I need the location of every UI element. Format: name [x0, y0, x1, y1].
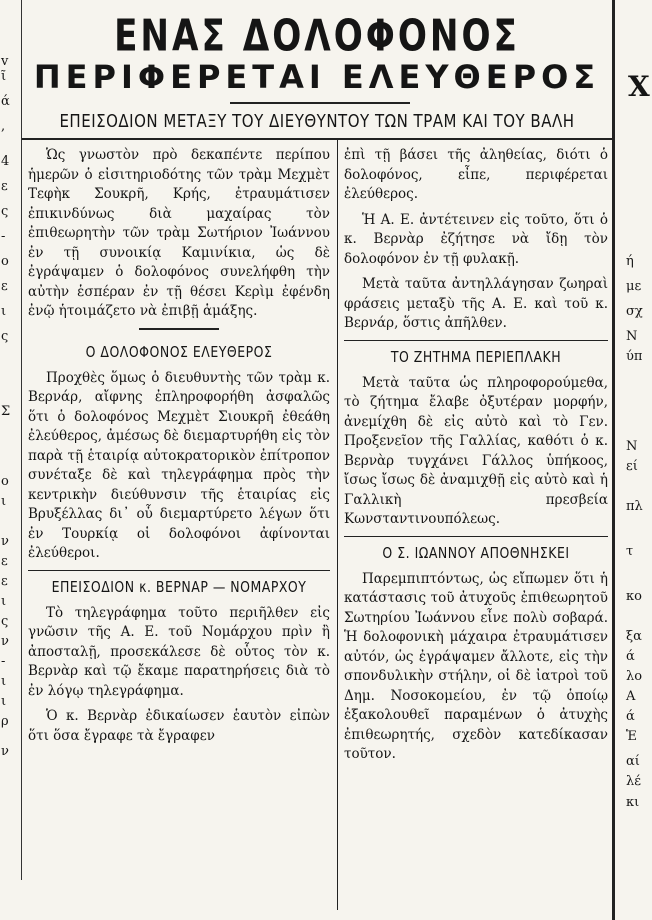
right-margin-glyph: Ἑ	[626, 729, 637, 744]
right-margin-glyph: ά	[626, 709, 635, 724]
right-margin-glyph: Α	[626, 689, 636, 704]
right-margin-glyph: πλ	[626, 499, 643, 514]
right-margin-glyph: λέ	[626, 774, 641, 789]
headline-subtitle: ΕΠΕΙΣΟΔΙΟΝ ΜΕΤΑΞΥ ΤΟΥ ΔΙΕΥΘΥΝΤΟΥ ΤΩΝ ΤΡΑΜ ΚΑΙ ΤΟΥ ΒΑΛΗ	[59, 110, 575, 132]
section-title-issue-complicated: ΤΟ ΖΗΤΗΜΑ ΠΕΡΙΕΠΛΑΚΗ	[390, 347, 562, 365]
left-margin-glyph: ο	[1, 474, 9, 489]
continuation-paragraph-1: ἐπὶ τῇ βάσει τῆς ἀληθείας, διότι ὁ δολοφόνος, εἶπε, περιφέρεται ἐλεύθερος.	[344, 147, 608, 202]
left-margin-glyph: ,	[1, 119, 6, 134]
right-margin-glyph: ξα	[626, 629, 642, 644]
section-vernar-prefect-text-2: Ὁ κ. Βερνὰρ ἐδικαίωσεν ἑαυτὸν εἰπὼν ὅτι ὅσα ἔγραφε τὰ ἔγραφεν	[28, 708, 330, 744]
continuation-paragraph-2: Ἡ Α. Ε. ἀντέτεινεν εἰς τοῦτο, ὅτι ὁ κ. Βερνὰρ ἐζήτησε νὰ ἴδῃ τὸν δολοφόνον ἐν τῇ φυλακῇ.	[344, 211, 608, 267]
left-margin-glyph: ῖ	[1, 69, 7, 84]
section-rule	[139, 328, 219, 330]
right-column	[344, 146, 608, 771]
left-margin-glyph: ι	[1, 304, 7, 319]
left-margin-glyph: ι	[1, 674, 7, 689]
left-margin-glyph: ο	[1, 254, 9, 269]
right-margin-glyph: κο	[626, 589, 642, 604]
headline-bottom-rule	[22, 138, 612, 140]
section-rule	[344, 340, 608, 341]
left-margin-glyph: ε	[1, 574, 8, 589]
right-column-rule	[612, 0, 615, 920]
section-issue-complicated-text: Μετὰ ταῦτα ὡς πληροφορούμεθα, τὸ ζήτημα ἔλαβε ὀξυτέραν μορφήν, ἀνεμίχθη δὲ εἰς αὐτὸ καὶ τὸ Γεν. Προξενεῖον τῆς Γαλλίας, καθότι ὁ κ. Βερνὰρ τυγχάνει Γάλλος ὑπήκοος, ἴσως ἴσως δὲ ἀναμιχθῇ εἰς αὐτὸ καὶ ἡ Γαλλικὴ πρεσβεία Κωνσταντινουπόλεως.	[344, 374, 608, 527]
right-margin-fragments	[620, 0, 652, 920]
section-rule	[28, 570, 330, 571]
headline-line-2: ΠΕΡΙΦΕΡΕΤΑΙ ΕΛΕΥΘΕΡΟΣ	[33, 58, 601, 96]
left-margin-glyph: -	[1, 229, 6, 244]
left-margin-glyph: ς	[1, 329, 9, 344]
right-margin-glyph: σχ	[626, 304, 643, 319]
left-margin-glyph: 4	[1, 154, 10, 169]
column-divider	[337, 140, 338, 910]
left-margin-glyph: ν	[1, 534, 9, 549]
right-margin-glyph: εί	[626, 459, 638, 474]
section-murderer-free-text: Προχθὲς ὅμως ὁ διευθυντὴς τῶν τρὰμ κ. Βερνάρ, αἴφνης ἐπληροφορήθη ἀσφαλῶς ὅτι ὁ δολοφόνος Μεχμὲτ Σιουκρῆ ἐθεάθη ἐλεύθερος, ἀμέσως δὲ διεμαρτυρήθη εἰς τὸν παρὰ τῇ ἑταιρίᾳ αὐτοκρατορικὸν ἐπίτροπον συνέταξε δὲ καὶ τηλεγράφημα πρὸς τὴν κεντρικὴν διεύθυνσιν τῆς ἑταιρίας εἰς Βρυξέλλας δι᾽ οὗ διεμαρτύρετο λέγων ὅτι ἐν Τουρκίᾳ οἱ δολοφόνοι ἀφίνονται ἐλεύθεροι.	[28, 369, 330, 561]
headline-rule	[230, 102, 410, 104]
left-margin-glyph: v	[1, 54, 9, 69]
continuation-paragraph-3: Μετὰ ταῦτα ἀντηλλάγησαν ζωηραὶ φράσεις μεταξὺ τῆς Α. Ε. καὶ τοῦ κ. Βερνάρ, ὅστις ἀπῆλθεν.	[344, 276, 608, 331]
right-margin-glyph: με	[626, 279, 642, 294]
left-margin-glyph: ι	[1, 694, 7, 709]
right-margin-glyph: κι	[626, 795, 640, 810]
left-margin-glyph: ρ	[1, 714, 9, 729]
left-margin-glyph: ν	[1, 744, 9, 759]
left-margin-glyph: ε	[1, 554, 8, 569]
section-title-ioannou-dying: Ο Σ. ΙΩΑΝΝΟΥ ΑΠΟΘΝΗΣΚΕΙ	[382, 543, 570, 561]
intro-paragraph: Ὡς γνωστὸν πρὸ δεκαπέντε περίπου ἡμερῶν ὁ εἰσιτηριοδότης τῶν τρὰμ Μεχμὲτ Τεφὴκ Σουκρῆ, Κρής, ἐτραυμάτισεν ἐπικινδύνως διὰ μαχαίρας τὸν ἐπιθεωρητὴν τῶν τρὰμ Σωτήριον Ἰωάννου ἐν τῇ συνοικίᾳ Καμινίκια, ὡς δὲ ἐγράψαμεν ὁ δολοφόνος συνελήφθη τὴν αὐτὴν ἑσπέραν ἐν τῇ θέσει Κερὶμ ἐφένδη ἐνῷ ἡτοιμάζετο νὰ ἐπιβῇ ἁμάξης.	[28, 147, 330, 319]
right-margin-glyph: λο	[626, 669, 643, 684]
left-margin-glyph: ι	[1, 594, 7, 609]
right-margin-glyph: Χ	[628, 70, 650, 103]
headline-line-1: ΕΝΑΣ ΔΟΛΟΦΟΝΟΣ	[114, 10, 520, 61]
left-margin-fragments	[0, 55, 22, 775]
left-margin-glyph: ι	[1, 494, 7, 509]
left-margin-glyph: Σ	[1, 404, 11, 419]
left-column	[28, 146, 330, 752]
section-title-vernar-prefect: ΕΠΕΙΣΟΔΙΟΝ κ. ΒΕΡΝΑΡ — ΝΟΜΑΡΧΟΥ	[51, 577, 307, 595]
section-vernar-prefect-text-1: Τὸ τηλεγράφημα τοῦτο περιῆλθεν εἰς γνῶσιν τῆς Α. Ε. τοῦ Νομάρχου πρὶν ἢ ἀποσταλῇ, προσεκάλεσε δὲ οὗτος τὸν κ. Βερνὰρ καὶ τῷ ἔκαμε παρατηρήσεις διὰ τὸ ἐν λόγῳ τηλεγράφημα.	[28, 604, 330, 699]
right-margin-glyph: Ν	[626, 439, 638, 454]
left-column-rule	[21, 0, 22, 880]
section-rule	[344, 536, 608, 537]
left-margin-glyph: -	[1, 654, 6, 669]
section-title-murderer-free: Ο ΔΟΛΟΦΟΝΟΣ ΕΛΕΥΘΕΡΟΣ	[85, 342, 273, 360]
right-margin-glyph: ύπ	[626, 349, 643, 364]
right-margin-glyph: ά	[626, 649, 635, 664]
left-margin-glyph: ν	[1, 634, 9, 649]
right-margin-glyph: αί	[626, 754, 640, 769]
section-ioannou-dying-text: Παρεμπιπτόντως, ὡς εἴπωμεν ὅτι ἡ κατάστασις τοῦ ἀτυχοῦς ἐπιθεωρητοῦ Σωτηρίου Ἰωάννου εἶνε πολὺ σοβαρά. Ἡ δολοφονικὴ μάχαιρα ἐτραυμάτισεν αὐτόν, ὡς ἐγράψαμεν ἄλλοτε, εἰς τὴν σπονδυλικὴν στήλην, οἱ δὲ ἰατροὶ τοῦ Δημ. Νοσοκομείου, ἐν τῷ ὁποίῳ ἐξακολουθεῖ παραμένων ὁ ἀτυχὴς ἐπιθεωρητής, σχεδὸν κατεδίκασαν τοῦτον.	[344, 570, 608, 762]
right-margin-glyph: τ	[626, 544, 634, 559]
right-margin-glyph: Ν	[626, 329, 638, 344]
left-margin-glyph: ε	[1, 279, 8, 294]
left-margin-glyph: ς	[1, 204, 9, 219]
left-margin-glyph: ε	[1, 179, 8, 194]
right-margin-glyph: ή	[626, 254, 634, 269]
left-margin-glyph: ά	[1, 94, 10, 109]
left-margin-glyph: ς	[1, 614, 9, 629]
